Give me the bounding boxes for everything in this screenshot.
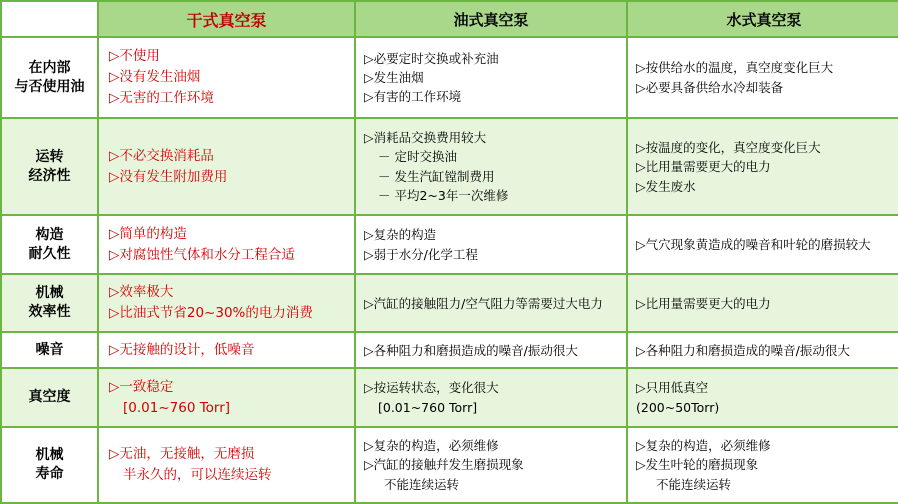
cell-line: － 定时交换油	[378, 149, 457, 165]
cell-dry-lifetime	[98, 427, 355, 503]
row-label-oil-usage	[1, 37, 98, 118]
table-row	[1, 215, 898, 274]
cell-line: ▷按供给水的温度，真空度变化巨大	[636, 60, 834, 76]
row-label-line: 寿命	[35, 465, 64, 482]
table-row	[1, 368, 898, 427]
cell-water-lifetime	[627, 427, 898, 503]
cell-line: ▷必要具备供给水冷却装备	[636, 79, 784, 95]
cell-water-efficiency	[627, 274, 898, 333]
table-row	[1, 332, 898, 368]
row-label-line: 运转	[35, 148, 64, 165]
cell-line: － 发生汽缸镗制费用	[378, 168, 495, 184]
table-row	[1, 427, 898, 503]
cell-oil-noise	[355, 332, 627, 368]
cell-line: － 平均2~3年一次维修	[378, 188, 509, 204]
cell-line: ▷比用量需要更大的电力	[636, 295, 771, 311]
row-label-noise	[1, 332, 98, 368]
cell-line: 不能连续运转	[384, 476, 460, 492]
cell-line: [0.01~760 Torr]	[123, 399, 231, 416]
row-label-line: 噪音	[35, 341, 64, 358]
cell-line: ▷发生废水	[636, 178, 696, 194]
cell-water-vacuum-degree	[627, 368, 898, 427]
cell-dry-efficiency	[98, 274, 355, 333]
table-row	[1, 37, 898, 118]
cell-line: ▷效率极大	[109, 284, 174, 301]
table-header	[1, 1, 898, 37]
cell-line: ▷有害的工作环境	[364, 89, 462, 105]
row-label-line: 在内部	[28, 59, 71, 76]
cell-line: ▷汽缸的接触幷发生磨损现象	[364, 457, 524, 473]
cell-oil-vacuum-degree	[355, 368, 627, 427]
cell-line: ▷汽缸的接触阻力/空气阻力等需要过大电力	[364, 295, 603, 311]
row-label-line: 耐久性	[28, 245, 71, 262]
cell-water-economy	[627, 118, 898, 215]
row-label-durability	[1, 215, 98, 274]
row-label-line: 机械	[35, 285, 64, 302]
row-label-line: 构造	[35, 226, 64, 243]
row-label-line: 效率性	[28, 304, 71, 321]
cell-line: ▷发生油烟	[364, 69, 424, 85]
row-label-lifetime	[1, 427, 98, 503]
cell-line: ▷不使用	[109, 48, 160, 65]
cell-oil-lifetime	[355, 427, 627, 503]
cell-oil-efficiency	[355, 274, 627, 333]
cell-line: ▷各种阻力和磨损造成的噪音/振动很大	[364, 342, 578, 358]
table-row	[1, 274, 898, 333]
row-label-economy	[1, 118, 98, 215]
cell-line: ▷消耗品交换费用较大	[364, 130, 487, 146]
cell-line: ▷气穴现象黄造成的噪音和叶轮的磨损较大	[636, 237, 871, 253]
cell-line: ▷没有发生油烟	[109, 69, 201, 86]
cell-line: ▷按运转状态，变化很大	[364, 380, 499, 396]
cell-line: ▷复杂的构造	[364, 227, 437, 243]
cell-water-oil-usage	[627, 37, 898, 118]
cell-line: ▷简单的构造	[109, 225, 187, 242]
table-row	[1, 118, 898, 215]
cell-oil-oil-usage	[355, 37, 627, 118]
cell-line: ▷比用量需要更大的电力	[636, 159, 771, 175]
header-corner	[1, 1, 98, 37]
cell-dry-economy	[98, 118, 355, 215]
cell-line: ▷比油式节省20~30%的电力消费	[109, 305, 313, 322]
table-body	[1, 37, 898, 503]
header-dry-pump: 干式真空泵	[98, 1, 355, 37]
cell-water-durability	[627, 215, 898, 274]
cell-line: ▷没有发生附加费用	[109, 168, 228, 185]
cell-water-noise	[627, 332, 898, 368]
cell-line: ▷一致稳定	[109, 378, 174, 395]
row-label-line: 真空度	[28, 389, 71, 406]
cell-dry-noise	[98, 332, 355, 368]
cell-line: ▷只用低真空	[636, 380, 709, 396]
cell-line: (200~50Torr)	[636, 399, 720, 415]
cell-line: ▷不必交换消耗品	[109, 147, 214, 164]
cell-line: ▷无接触的设计，低噪音	[109, 341, 255, 358]
header-water-pump: 水式真空泵	[627, 1, 898, 37]
cell-line: ▷按温度的变化，真空度变化巨大	[636, 139, 821, 155]
cell-line: ▷各种阻力和磨损造成的噪音/振动很大	[636, 342, 850, 358]
cell-line: 不能连续运转	[656, 476, 732, 492]
cell-line: ▷弱于水分/化学工程	[364, 246, 478, 262]
row-label-line: 机械	[35, 446, 64, 463]
cell-line: 半永久的，可以连续运转	[123, 466, 272, 483]
cell-line: [0.01~760 Torr]	[378, 399, 478, 415]
cell-oil-durability	[355, 215, 627, 274]
row-label-line: 经济性	[28, 167, 71, 184]
cell-line: ▷复杂的构造，必须维修	[636, 437, 771, 453]
cell-line: ▷无油，无接触，无磨损	[109, 445, 255, 462]
cell-dry-vacuum-degree	[98, 368, 355, 427]
cell-line: ▷复杂的构造，必须维修	[364, 437, 499, 453]
row-label-efficiency	[1, 274, 98, 333]
cell-line: ▷发生叶轮的磨损现象	[636, 457, 759, 473]
cell-line: ▷无害的工作环境	[109, 90, 214, 107]
cell-line: ▷对腐蚀性气体和水分工程合适	[109, 246, 295, 263]
row-label-line: 与否使用油	[14, 78, 85, 95]
row-label-vacuum-degree	[1, 368, 98, 427]
header-row	[1, 1, 898, 37]
cell-dry-durability	[98, 215, 355, 274]
cell-dry-oil-usage	[98, 37, 355, 118]
header-oil-pump: 油式真空泵	[355, 1, 627, 37]
cell-line: ▷必要定时交换或补充油	[364, 50, 499, 66]
cell-oil-economy	[355, 118, 627, 215]
